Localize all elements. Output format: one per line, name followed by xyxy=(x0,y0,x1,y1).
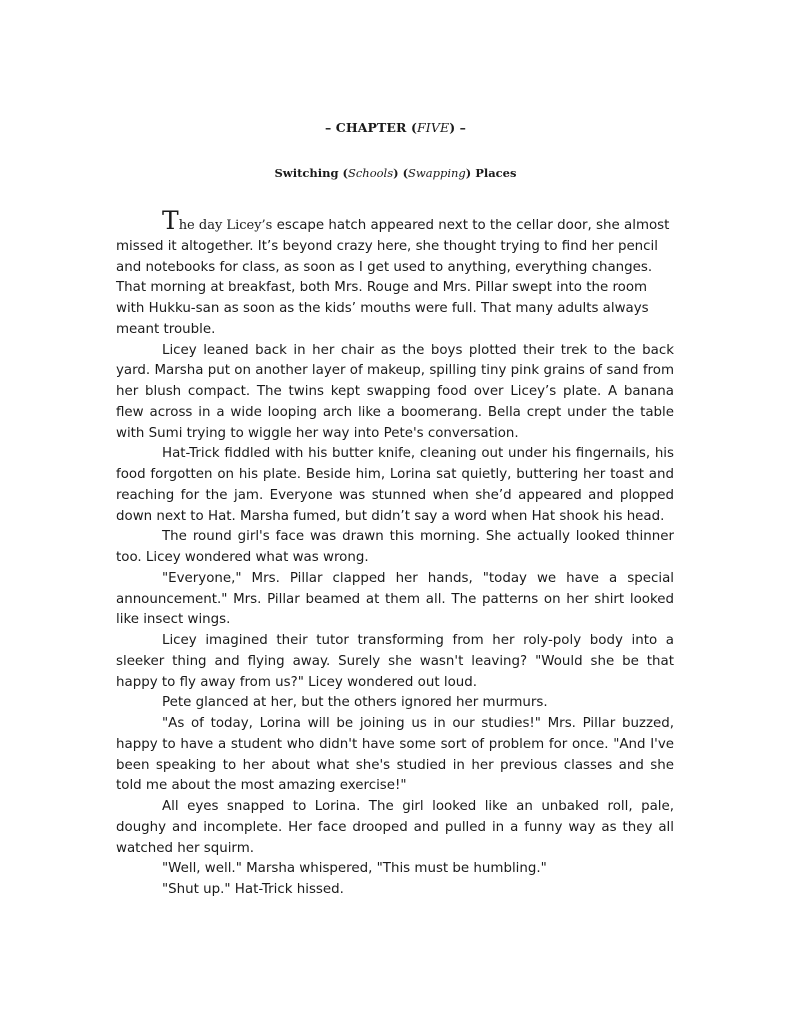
paragraph: Hat-Trick fiddled with his butter knife, cleaning out under his fingernails, his food forgotten on his plate. Beside him, Lorina sat quietly, buttering her toast and reaching for the jam. Everyone was stunned when she’d appeared and plopped down next to Hat. Marsha fumed, but didn’t say a word when Hat shook his head. xyxy=(116,446,674,524)
subtitle-part: Switching ( xyxy=(274,166,348,180)
paragraph: The round girl's face was drawn this morning. She actually looked thinner too. Licey wondered what was wrong. xyxy=(116,529,674,565)
paragraph-text: escape hatch appeared next to the cellar door, she almost missed it altogether. It’s beyond crazy here, she thought trying to find her pencil and notebooks for class, as soon as I get used to anything, everything changes. That morning at breakfast, both Mrs. Rouge and Mrs. Pillar swept into the room with Hukku-san as soon as the kids’ mouths were full. That many adults always meant trouble. xyxy=(116,218,670,337)
paragraph: "Shut up." Hat-Trick hissed. xyxy=(162,882,344,897)
paragraph: "Everyone," Mrs. Pillar clapped her hands, "today we have a special announcement." Mrs. Pillar beamed at them all. The patterns on her shirt looked like insect wings. xyxy=(116,570,674,628)
paragraph: "Well, well." Marsha whispered, "This must be humbling." xyxy=(162,861,547,877)
chapter-suffix: ) – xyxy=(449,120,467,135)
paragraph: "As of today, Lorina will be joining us in our studies!" Mrs. Pillar buzzed, happy to have a student who didn't have some sort of problem for once. "And I've been speaking to her about what she's studied in her previous classes and she told me about the most amazing exercise!" xyxy=(116,716,674,794)
subtitle-italic: Schools xyxy=(347,166,394,180)
paragraph: Licey leaned back in her chair as the boys plotted their trek to the back yard. Marsha put on another layer of makeup, spilling tiny pink grains of sand from her blush compact. The twins kept swapping food over Licey’s plate. A banana flew across in a wide looping arch like a boomerang. Bella crept under the table with Sumi trying to wiggle her way into Pete's conversation. xyxy=(116,342,674,441)
lead-in: he day Licey’s xyxy=(178,218,273,233)
paragraph xyxy=(116,206,674,341)
drop-cap: T xyxy=(162,206,179,235)
chapter-subtitle xyxy=(0,166,791,180)
paragraph: Pete glanced at her, but the others ignored her murmurs. xyxy=(162,695,548,711)
chapter-heading xyxy=(0,120,791,135)
chapter-number: FIVE xyxy=(417,120,450,135)
paragraph: All eyes snapped to Lorina. The girl looked like an unbaked roll, pale, doughy and incomplete. Her face drooped and pulled in a funny way as they all watched her squirm. xyxy=(116,799,674,856)
subtitle-part: ) Places xyxy=(465,166,517,180)
chapter-prefix: – CHAPTER ( xyxy=(324,120,418,135)
chapter-body xyxy=(116,206,674,901)
subtitle-italic: Swapping xyxy=(408,166,466,180)
paragraph: Licey imagined their tutor transforming from her roly-poly body into a sleeker thing and flying away. Surely she wasn't leaving? "Would she be that happy to fly away from us?" Licey wondered out loud. xyxy=(116,633,674,690)
subtitle-part: ) ( xyxy=(393,166,409,180)
